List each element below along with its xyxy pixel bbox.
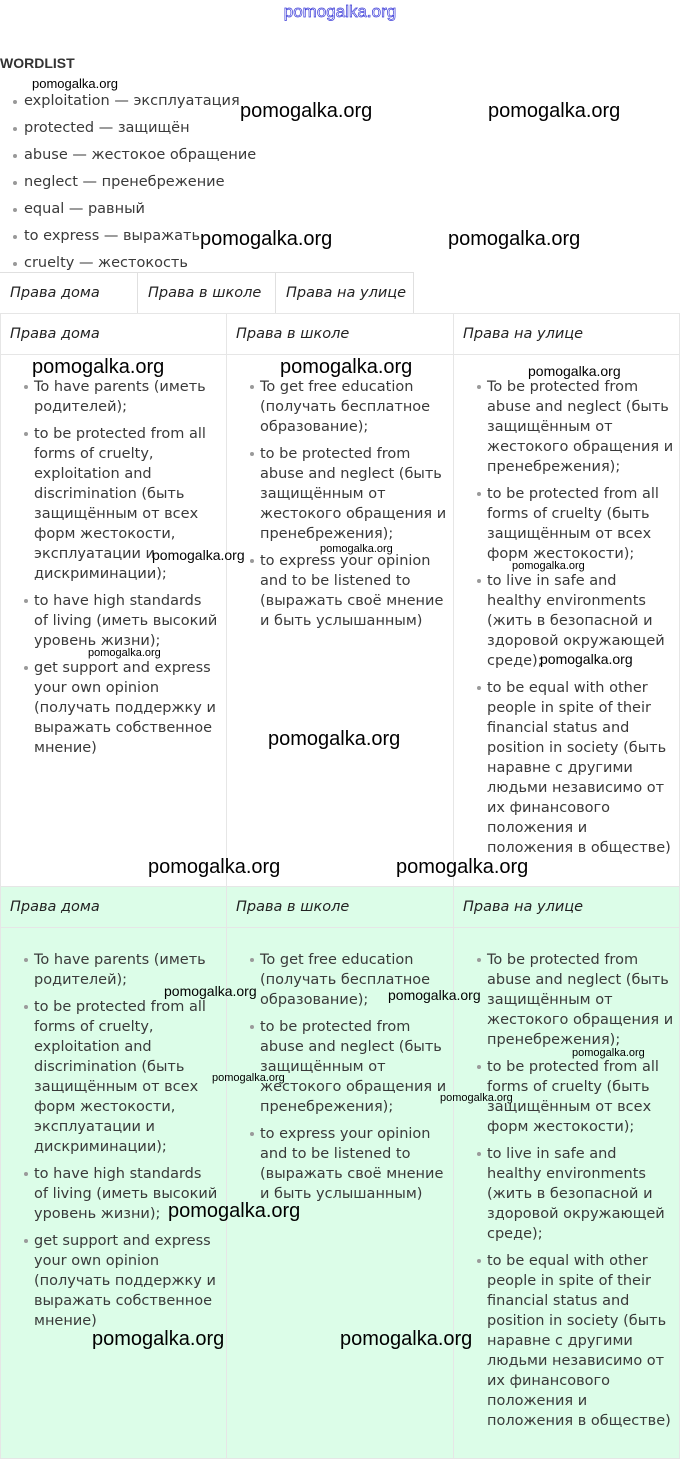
list-item: get support and express your own opinion (получать поддержку и выражать собственное мнение)	[1, 1231, 226, 1331]
wordlist-item: cruelty — жестокость	[0, 253, 256, 280]
watermark: pomogalka.org	[164, 983, 257, 999]
rights-table-highlighted	[0, 886, 680, 1459]
watermark: pomogalka.org	[488, 100, 621, 122]
list-item: To get free education (получать бесплатное образование);	[227, 950, 453, 1010]
watermark: pomogalka.org	[152, 547, 245, 563]
watermark: pomogalka.org	[572, 1047, 645, 1059]
table-cell-street	[454, 928, 680, 1458]
list-item: to live in safe and healthy environments (жить в безопасной и здоровой окружающей среде);	[454, 1144, 680, 1244]
list-item: to have high standards of living (иметь высокий уровень жизни);	[1, 591, 226, 651]
table-header: Права в школе	[227, 887, 454, 928]
tab-school-rights[interactable]: Права в школе	[138, 273, 276, 313]
list-item: to express your opinion and to be listened to (выражать своё мнение и быть услышанным)	[227, 1124, 453, 1204]
table-header: Права дома	[1, 314, 227, 355]
list-item: to be equal with other people in spite of their financial status and position in society (быть наравне с другими людьми независимо от их финансового положения и положения в обществе)	[454, 1251, 680, 1431]
watermark: pomogalka.org	[388, 987, 481, 1003]
table-header: Права в школе	[227, 314, 454, 355]
wordlist-item: protected — защищён	[0, 118, 256, 145]
table-cell-street	[454, 355, 680, 886]
list-item: to have high standards of living (иметь высокий уровень жизни);	[1, 1164, 226, 1224]
list-item: to express your opinion and to be listened to (выражать своё мнение и быть услышанным)	[227, 551, 453, 631]
list-item: to be equal with other people in spite of their financial status and position in society (быть наравне с другими людьми независимо от их финансового положения и положения в обществе)	[454, 678, 680, 858]
watermark: pomogalka.org	[340, 1328, 473, 1350]
watermark: pomogalka.org	[540, 651, 633, 667]
list-item: to be protected from all forms of cruelty (быть защищённым от всех форм жестокости);	[454, 1057, 680, 1137]
watermark: pomogalka.org	[32, 356, 165, 378]
watermark: pomogalka.org	[512, 560, 585, 572]
list-item: get support and express your own opinion (получать поддержку и выражать собственное мнение)	[1, 658, 226, 758]
table-cell-home	[1, 928, 227, 1458]
top-watermark: pomogalka.org	[283, 2, 397, 21]
tab-home-rights[interactable]: Права дома	[0, 273, 138, 313]
watermark: pomogalka.org	[440, 1092, 513, 1104]
table-header: Права дома	[1, 887, 227, 928]
list-item: to live in safe and healthy environments (жить в безопасной и здоровой окружающей среде);	[454, 571, 680, 671]
watermark: pomogalka.org	[320, 543, 393, 555]
wordlist-item: neglect — пренебрежение	[0, 172, 256, 199]
tab-bar	[0, 272, 414, 314]
watermark: pomogalka.org	[168, 1200, 301, 1222]
watermark: pomogalka.org	[528, 363, 621, 379]
wordlist	[0, 91, 256, 280]
watermark: pomogalka.org	[396, 856, 529, 878]
wordlist-item: to express — выражать	[0, 226, 256, 253]
list-item: to be protected from abuse and neglect (быть защищённым от жестокого обращения и пренебрежения);	[227, 1017, 453, 1117]
table-cell-school	[227, 928, 454, 1458]
watermark: pomogalka.org	[148, 856, 281, 878]
list-item: to be protected from all forms of cruelty, exploitation and discrimination (быть защищённым от всех форм жестокости, эксплуатации и дискриминации);	[1, 424, 226, 584]
table-header: Права на улице	[454, 887, 680, 928]
watermark: pomogalka.org	[32, 76, 118, 91]
wordlist-title: WORDLIST	[0, 55, 75, 71]
watermark: pomogalka.org	[92, 1328, 225, 1350]
watermark: pomogalka.org	[280, 356, 413, 378]
watermark: pomogalka.org	[200, 228, 333, 250]
tab-street-rights[interactable]: Права на улице	[276, 273, 414, 313]
watermark: pomogalka.org	[88, 647, 161, 659]
watermark: pomogalka.org	[268, 728, 401, 750]
list-item: To have parents (иметь родителей);	[1, 950, 226, 990]
list-item: To be protected from abuse and neglect (быть защищённым от жестокого обращения и пренебрежения);	[454, 950, 680, 1050]
list-item: to be protected from all forms of cruelty (быть защищённым от всех форм жестокости);	[454, 484, 680, 564]
wordlist-item: abuse — жестокое обращение	[0, 145, 256, 172]
rights-table	[0, 313, 680, 887]
list-item: To be protected from abuse and neglect (быть защищённым от жестокого обращения и пренебрежения);	[454, 377, 680, 477]
list-item: To have parents (иметь родителей);	[1, 377, 226, 417]
list-item: to be protected from abuse and neglect (быть защищённым от жестокого обращения и пренебрежения);	[227, 444, 453, 544]
list-item: to be protected from all forms of cruelty, exploitation and discrimination (быть защищённым от всех форм жестокости, эксплуатации и дискриминации);	[1, 997, 226, 1157]
list-item: To get free education (получать бесплатное образование);	[227, 377, 453, 437]
table-cell-school	[227, 355, 454, 886]
wordlist-item: equal — равный	[0, 199, 256, 226]
wordlist-item: exploitation — эксплуатация	[0, 91, 256, 118]
watermark: pomogalka.org	[240, 100, 373, 122]
table-header: Права на улице	[454, 314, 680, 355]
table-cell-home	[1, 355, 227, 886]
watermark: pomogalka.org	[212, 1072, 285, 1084]
watermark: pomogalka.org	[448, 228, 581, 250]
